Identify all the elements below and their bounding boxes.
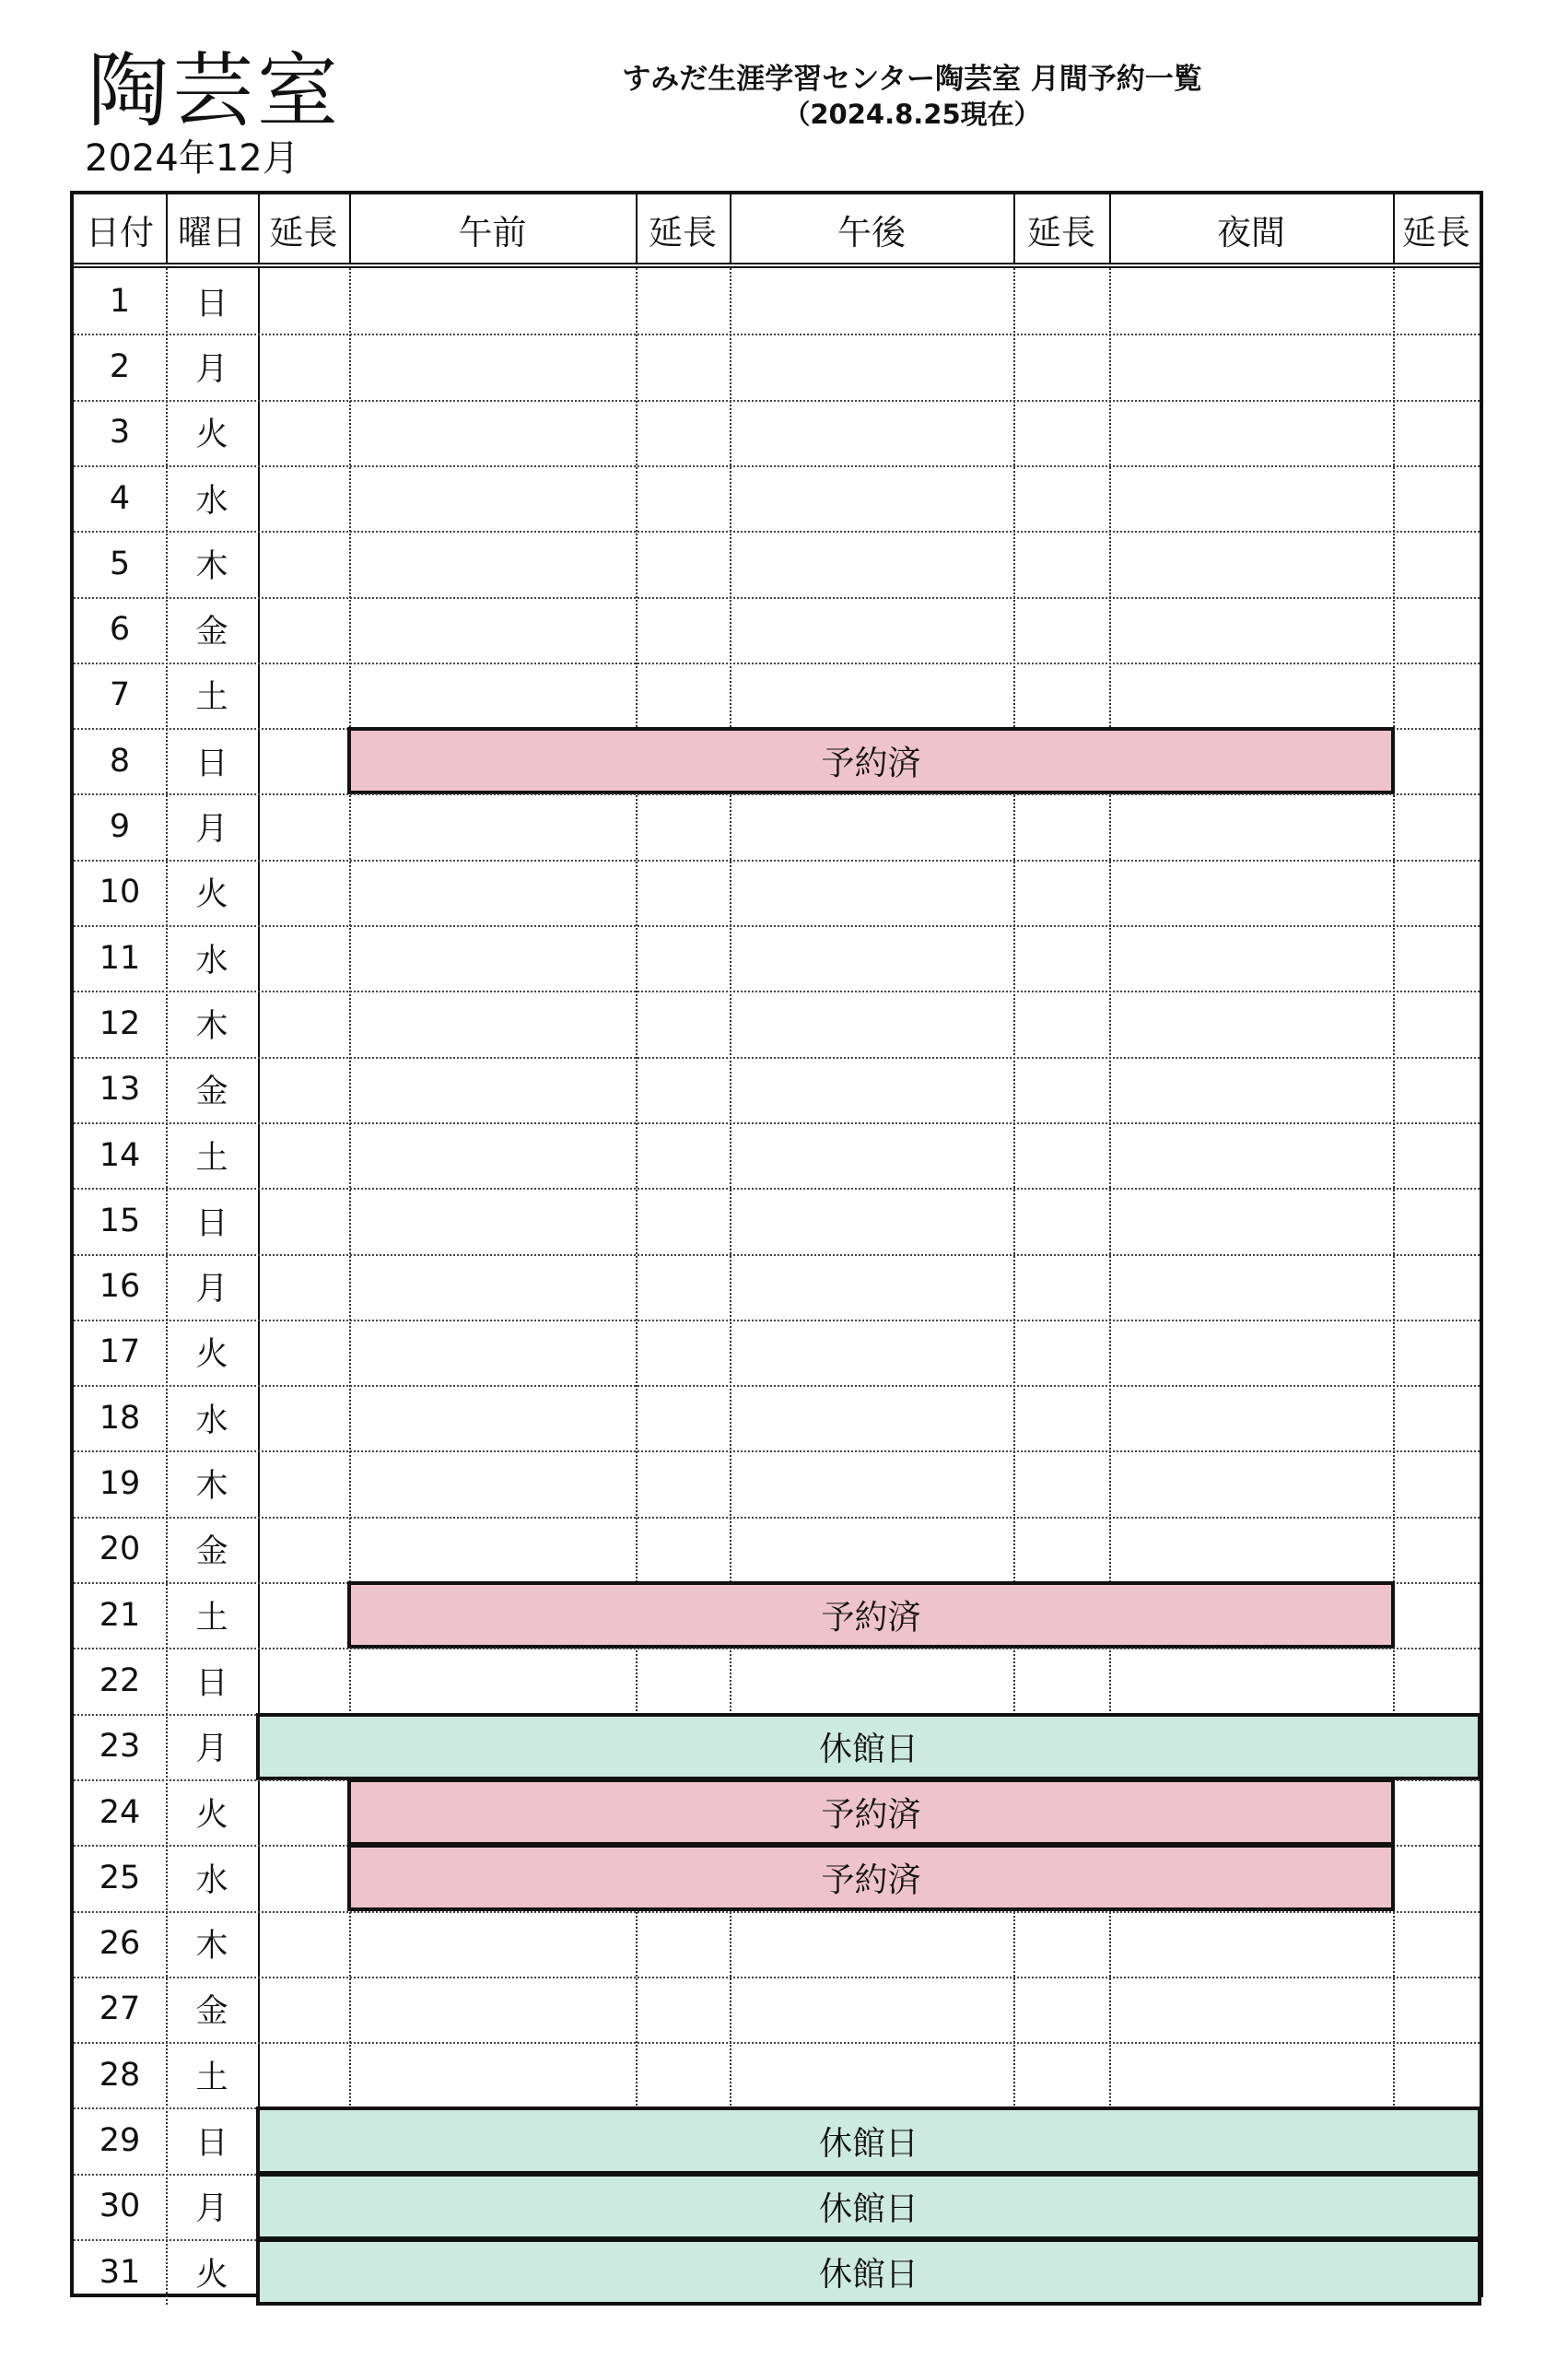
header-separator [74,263,1480,268]
day-number: 19 [99,1465,141,1503]
day-number: 14 [99,1136,141,1174]
row-divider [74,597,1480,599]
header-col-morning: 午前 [458,213,527,252]
row-divider [74,793,1480,795]
header-col-ext: 延長 [1027,213,1095,252]
weekday: 水 [195,942,228,980]
header-col-date: 日付 [86,213,154,252]
weekday: 木 [195,1007,228,1045]
column-divider [730,268,731,2305]
row-divider [74,860,1480,862]
row-divider [74,1977,1480,1978]
day-number: 1 [109,282,131,320]
day-number: 23 [99,1728,141,1766]
header-divider [636,194,638,264]
header-divider [730,194,731,264]
row-divider [74,1057,1480,1059]
schedule-title: すみだ生涯学習センター陶芸室 月間予約一覧 [622,63,1202,96]
column-divider [349,268,351,2305]
weekday: 金 [195,614,228,651]
day-number: 3 [109,414,131,452]
reserved-band[interactable]: 予約済 [347,727,1395,794]
weekday: 火 [195,876,228,914]
month-label: 2024年12月 [85,137,299,180]
day-number: 13 [99,1071,141,1109]
row-divider [74,465,1480,467]
row-divider [74,663,1480,664]
row-divider [74,2042,1480,2044]
row-divider [74,1385,1480,1387]
room-title: 陶芸室 [88,43,343,138]
weekday: 木 [195,547,228,585]
weekday: 土 [195,679,228,717]
weekday: 月 [195,350,228,388]
day-number: 30 [99,2188,141,2225]
weekday: 木 [195,1468,228,1506]
day-number: 8 [109,742,131,780]
weekday: 水 [195,482,228,520]
row-divider [74,1122,1480,1124]
weekday-divider [258,268,260,2305]
header-divider [1393,194,1395,264]
row-divider [74,1188,1480,1190]
row-divider [74,1450,1480,1452]
column-divider [636,268,638,2305]
weekday: 金 [195,1074,228,1111]
column-divider [1393,268,1395,2305]
header-divider [258,194,260,264]
weekday: 日 [195,2125,228,2163]
row-divider [74,991,1480,992]
day-number: 18 [99,1399,141,1437]
weekday: 日 [195,745,228,782]
day-number: 22 [99,1661,141,1699]
column-divider [1109,268,1111,2305]
weekday: 土 [195,1599,228,1637]
weekday: 水 [195,1861,228,1899]
row-divider [74,1320,1480,1321]
day-number: 31 [99,2253,141,2291]
row-divider [74,400,1480,402]
row-divider [74,334,1480,335]
header-col-weekday: 曜日 [178,213,246,252]
day-number: 17 [99,1333,141,1371]
weekday: 水 [195,1402,228,1439]
weekday: 月 [195,811,228,849]
day-number: 25 [99,1859,141,1896]
weekday: 金 [195,1993,228,2031]
weekday: 木 [195,1928,228,1966]
weekday: 日 [195,1204,228,1242]
weekday: 月 [195,2190,228,2228]
day-number: 12 [99,1004,141,1042]
header-col-ext: 延長 [649,213,717,252]
column-divider [1013,268,1015,2305]
reserved-band[interactable]: 予約済 [347,1844,1395,1911]
header-col-afternoon: 午後 [837,213,906,252]
day-number: 11 [99,939,141,977]
header-col-ext: 延長 [269,213,338,252]
header-divider [349,194,351,264]
day-number: 9 [109,808,131,846]
day-number: 5 [109,545,131,582]
day-number: 26 [99,1925,141,1963]
weekday: 日 [195,285,228,323]
weekday: 火 [195,1796,228,1834]
weekday: 月 [195,1271,228,1309]
closed-day-band[interactable]: 休館日 [256,2238,1481,2306]
header-col-ext: 延長 [1402,213,1470,252]
as-of-date: （2024.8.25現在） [783,99,1041,130]
day-number: 16 [99,1268,141,1306]
row-divider [74,531,1480,533]
header-divider [166,194,168,264]
closed-day-band[interactable]: 休館日 [256,2107,1481,2174]
header-col-night: 夜間 [1217,213,1285,252]
weekday: 火 [195,417,228,454]
weekday: 土 [195,1139,228,1177]
reserved-band[interactable]: 予約済 [347,1778,1395,1846]
header-divider [1109,194,1111,264]
day-number: 27 [99,1990,141,2028]
day-number: 21 [99,1596,141,1634]
weekday: 火 [195,2256,228,2294]
day-number: 7 [109,676,131,714]
day-number: 28 [99,2056,141,2094]
day-number: 29 [99,2122,141,2160]
closed-day-band[interactable]: 休館日 [256,2173,1481,2240]
reserved-band[interactable]: 予約済 [347,1581,1395,1649]
weekday: 月 [195,1731,228,1768]
day-number: 4 [109,479,131,517]
header-divider [1013,194,1015,264]
weekday: 金 [195,1533,228,1571]
day-number: 15 [99,1202,141,1239]
row-divider [74,1254,1480,1256]
weekday: 日 [195,1664,228,1702]
day-number: 10 [99,874,141,911]
day-number: 2 [109,347,131,385]
day-number: 24 [99,1793,141,1831]
row-divider [74,925,1480,927]
row-divider [74,1517,1480,1519]
day-number: 6 [109,611,131,649]
reservation-table [70,191,1483,2297]
row-divider [74,1648,1480,1649]
row-divider [74,1911,1480,1913]
weekday: 土 [195,2059,228,2096]
closed-day-band[interactable]: 休館日 [256,1713,1481,1780]
weekday: 火 [195,1336,228,1374]
day-number: 20 [99,1531,141,1568]
